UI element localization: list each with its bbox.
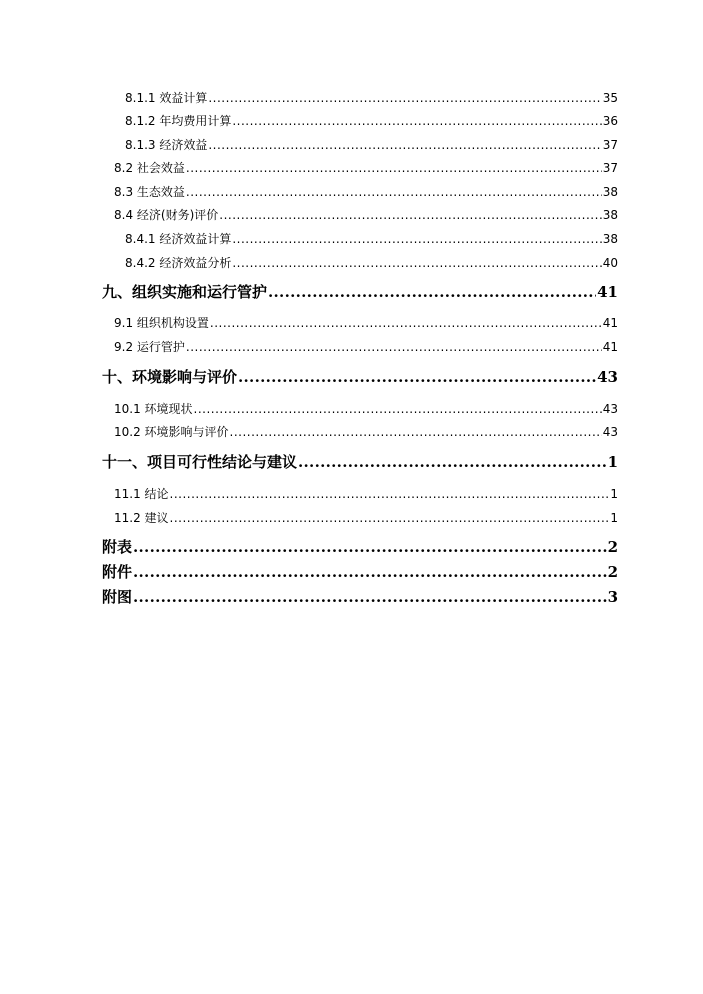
toc-entry-9-1[interactable]	[114, 314, 618, 336]
toc-entry-11-2[interactable]	[114, 509, 618, 531]
toc-chapter-page: 43	[597, 368, 618, 386]
toc-chapter-page: 3	[607, 588, 618, 606]
toc-entry-8-3[interactable]	[114, 183, 618, 205]
toc-leader-dots	[210, 316, 602, 330]
toc-entry-label: 11.2 建议	[114, 511, 169, 525]
toc-leader-dots	[186, 185, 602, 199]
toc-leader-dots	[268, 283, 596, 301]
toc-chapter-9[interactable]	[102, 281, 618, 307]
toc-entry-label: 8.4 经济(财务)评价	[114, 208, 219, 222]
toc-entry-label: 8.4.1 经济效益计算	[125, 232, 232, 246]
toc-entry-page: 43	[602, 402, 618, 416]
toc-chapter-label: 九、组织实施和运行管护	[102, 283, 268, 301]
toc-entry-label: 8.1.2 年均费用计算	[125, 114, 232, 128]
toc-entry-10-1[interactable]	[114, 400, 618, 422]
toc-entry-page: 41	[602, 316, 618, 330]
toc-entry-page: 38	[602, 232, 618, 246]
toc-entry-label: 8.3 生态效益	[114, 185, 185, 199]
toc-chapter-page: 2	[607, 538, 618, 556]
toc-chapter-label: 十一、项目可行性结论与建议	[102, 453, 298, 471]
toc-appendix-attachments[interactable]	[102, 561, 618, 587]
toc-chapter-label: 附图	[102, 588, 133, 606]
toc-entry-page: 43	[602, 425, 618, 439]
toc-entry-8-4[interactable]	[114, 206, 618, 228]
toc-entry-label: 10.1 环境现状	[114, 402, 193, 416]
toc-entry-page: 38	[602, 208, 618, 222]
toc-entry-8-1-2[interactable]	[125, 112, 618, 134]
toc-entry-label: 8.4.2 经济效益分析	[125, 256, 232, 270]
toc-entry-page: 1	[610, 487, 618, 501]
toc-chapter-11[interactable]	[102, 451, 618, 477]
toc-leader-dots	[186, 161, 602, 175]
toc-entry-11-1[interactable]	[114, 485, 618, 507]
toc-entry-label: 11.1 结论	[114, 487, 169, 501]
toc-entry-label: 10.2 环境影响与评价	[114, 425, 229, 439]
toc-entry-9-2[interactable]	[114, 338, 618, 360]
toc-chapter-page: 41	[597, 283, 618, 301]
toc-chapter-label: 附件	[102, 563, 133, 581]
toc-leader-dots	[194, 402, 602, 416]
toc-entry-page: 41	[602, 340, 618, 354]
toc-leader-dots	[208, 91, 601, 105]
toc-leader-dots	[133, 538, 607, 556]
toc-entry-8-2[interactable]	[114, 159, 618, 181]
toc-entry-page: 1	[610, 511, 618, 525]
toc-leader-dots	[208, 138, 601, 152]
toc-entry-page: 36	[602, 114, 618, 128]
toc-leader-dots	[232, 256, 601, 270]
toc-chapter-page: 1	[607, 453, 618, 471]
toc-entry-label: 8.2 社会效益	[114, 161, 185, 175]
toc-entry-page: 37	[602, 138, 618, 152]
toc-leader-dots	[219, 208, 601, 222]
toc-leader-dots	[230, 425, 602, 439]
toc-leader-dots	[232, 114, 601, 128]
toc-entry-10-2[interactable]	[114, 423, 618, 445]
toc-leader-dots	[170, 511, 610, 525]
toc-entry-page: 38	[602, 185, 618, 199]
toc-entry-page: 37	[602, 161, 618, 175]
toc-entry-8-1-1[interactable]	[125, 89, 618, 111]
toc-leader-dots	[186, 340, 602, 354]
toc-chapter-label: 十、环境影响与评价	[102, 368, 238, 386]
toc-entry-8-1-3[interactable]	[125, 136, 618, 158]
toc-leader-dots	[232, 232, 601, 246]
toc-entry-label: 8.1.1 效益计算	[125, 91, 208, 105]
toc-entry-page: 35	[602, 91, 618, 105]
toc-leader-dots	[133, 588, 607, 606]
toc-entry-label: 9.1 组织机构设置	[114, 316, 209, 330]
toc-chapter-label: 附表	[102, 538, 133, 556]
toc-entry-8-4-2[interactable]	[125, 254, 618, 276]
toc-leader-dots	[170, 487, 610, 501]
toc-entry-label: 8.1.3 经济效益	[125, 138, 208, 152]
toc-appendix-tables[interactable]	[102, 536, 618, 562]
toc-entry-label: 9.2 运行管护	[114, 340, 185, 354]
toc-appendix-figures[interactable]	[102, 586, 618, 612]
toc-chapter-10[interactable]	[102, 366, 618, 392]
toc-leader-dots	[133, 563, 607, 581]
toc-leader-dots	[238, 368, 596, 386]
toc-leader-dots	[298, 453, 607, 471]
toc-entry-page: 40	[602, 256, 618, 270]
toc-entry-8-4-1[interactable]	[125, 230, 618, 252]
toc-chapter-page: 2	[607, 563, 618, 581]
